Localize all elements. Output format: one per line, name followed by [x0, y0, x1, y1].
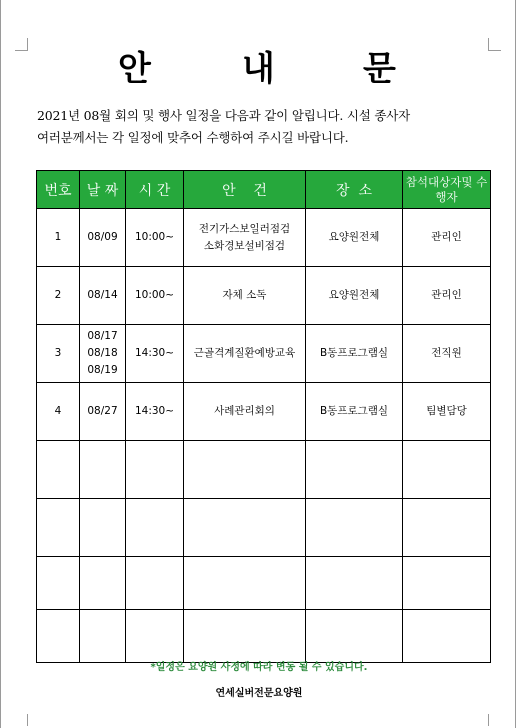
- empty-cell: [403, 557, 491, 610]
- empty-cell: [80, 610, 126, 663]
- empty-cell: [184, 499, 306, 557]
- cell-number: 4: [37, 383, 80, 441]
- cell-time: 10:00~: [126, 209, 184, 267]
- footnote: *일정은 요양원 사정에 따라 변동 될 수 있습니다.: [150, 662, 368, 673]
- empty-cell: [403, 499, 491, 557]
- header-place: 장 소: [306, 171, 403, 209]
- cell-agenda-line: 자체 소독: [222, 289, 267, 301]
- empty-cell: [37, 610, 80, 663]
- organization-name: 연세실버전문요양원: [215, 688, 303, 699]
- cell-attendee: 팀별담당: [403, 383, 491, 441]
- table-row-empty: [37, 499, 491, 557]
- cell-attendee: 관리인: [403, 209, 491, 267]
- empty-cell: [184, 441, 306, 499]
- empty-cell: [126, 499, 184, 557]
- cell-agenda: [184, 383, 306, 441]
- cell-date-line: 08/09: [87, 231, 118, 243]
- empty-cell: [306, 610, 403, 663]
- header-time: 시 간: [126, 171, 184, 209]
- cell-date: [80, 325, 126, 383]
- table-row-empty: [37, 441, 491, 499]
- cell-time: 10:00~: [126, 267, 184, 325]
- empty-cell: [80, 441, 126, 499]
- cell-number: 3: [37, 325, 80, 383]
- cell-date-line: 08/19: [87, 364, 118, 376]
- cell-agenda-line: 사례관리회의: [214, 405, 275, 417]
- cell-agenda-line: 소화경보설비점검: [203, 239, 286, 252]
- header-attendee: 참석대상자및 수행자: [403, 171, 491, 209]
- table-row-empty: [37, 610, 491, 663]
- cell-agenda: [184, 209, 306, 267]
- empty-cell: [37, 557, 80, 610]
- empty-cell: [306, 441, 403, 499]
- table-row-empty: [37, 557, 491, 610]
- empty-cell: [306, 557, 403, 610]
- empty-cell: [126, 557, 184, 610]
- schedule-table: [36, 170, 491, 663]
- empty-cell: [306, 499, 403, 557]
- empty-cell: [80, 499, 126, 557]
- cell-agenda: [184, 267, 306, 325]
- crop-mark-bottom-left: [15, 714, 28, 726]
- empty-cell: [126, 610, 184, 663]
- cell-place: B동프로그램실: [306, 383, 403, 441]
- empty-cell: [37, 441, 80, 499]
- cell-place: 요양원전체: [306, 209, 403, 267]
- empty-cell: [184, 610, 306, 663]
- cell-number: 2: [37, 267, 80, 325]
- cell-time: 14:30~: [126, 383, 184, 441]
- cell-date-line: 08/17: [87, 330, 118, 342]
- cell-date-line: 08/14: [87, 289, 118, 301]
- empty-cell: [37, 499, 80, 557]
- cell-date-line: 08/18: [87, 347, 118, 359]
- table-row: [37, 383, 491, 441]
- header-date: 날 짜: [80, 171, 126, 209]
- cell-agenda-line: 근골격계질환예방교육: [193, 347, 296, 359]
- cell-agenda-line: 전기가스보일러점검: [198, 222, 291, 235]
- header-agenda: 안 건: [184, 171, 306, 209]
- intro-paragraph: [37, 105, 497, 149]
- empty-cell: [403, 441, 491, 499]
- empty-cell: [184, 557, 306, 610]
- cell-attendee: 전직원: [403, 325, 491, 383]
- crop-mark-bottom-right: [488, 714, 501, 726]
- empty-cell: [126, 441, 184, 499]
- intro-line-1: 2021년 08월 회의 및 행사 일정을 다음과 같이 알립니다. 시설 종사자: [37, 108, 411, 123]
- table-header-row: [37, 171, 491, 209]
- cell-agenda: [184, 325, 306, 383]
- intro-line-2: 여러분께서는 각 일정에 맞추어 수행하여 주시길 바랍니다.: [37, 130, 349, 145]
- title-char-1: 안: [118, 49, 151, 89]
- header-number: 번호: [37, 171, 80, 209]
- table-row: [37, 209, 491, 267]
- cell-place: 요양원전체: [306, 267, 403, 325]
- empty-cell: [80, 557, 126, 610]
- cell-time: 14:30~: [126, 325, 184, 383]
- cell-attendee: 관리인: [403, 267, 491, 325]
- cell-date: [80, 267, 126, 325]
- cell-date: [80, 209, 126, 267]
- table-row: [37, 325, 491, 383]
- cell-number: 1: [37, 209, 80, 267]
- cell-date: [80, 383, 126, 441]
- cell-date-line: 08/27: [87, 405, 118, 417]
- table-row: [37, 267, 491, 325]
- title-char-2: 내: [242, 49, 275, 89]
- document-title: [1, 46, 516, 92]
- cell-place: B동프로그램실: [306, 325, 403, 383]
- title-char-3: 문: [363, 49, 396, 89]
- empty-cell: [403, 610, 491, 663]
